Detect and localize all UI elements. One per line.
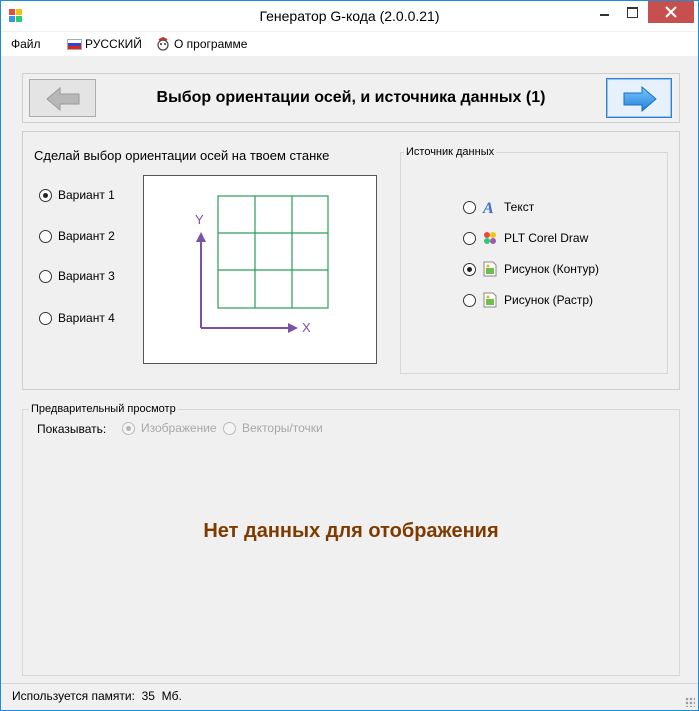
minimize-button[interactable] bbox=[591, 1, 617, 23]
russian-flag-icon bbox=[67, 39, 82, 50]
menu-language-label: РУССКИЙ bbox=[85, 37, 142, 51]
close-button[interactable] bbox=[648, 1, 694, 23]
radio-button[interactable] bbox=[39, 270, 52, 283]
source-option-text[interactable] bbox=[463, 199, 534, 215]
wizard-header bbox=[22, 73, 680, 123]
show-option-label: Изображение bbox=[141, 421, 217, 435]
corel-icon bbox=[482, 230, 498, 246]
show-label: Показывать: bbox=[37, 422, 107, 436]
orientation-option-label: Вариант 4 bbox=[58, 311, 115, 325]
radio-button[interactable] bbox=[223, 422, 236, 435]
image-icon bbox=[482, 292, 498, 308]
axes bbox=[196, 232, 298, 333]
window-title: Генератор G-кода (2.0.0.21) bbox=[259, 8, 440, 24]
menu-file-label: Файл bbox=[11, 37, 41, 51]
memory-status bbox=[12, 689, 182, 703]
show-option-vectors[interactable] bbox=[223, 421, 323, 435]
orientation-option-label: Вариант 3 bbox=[58, 269, 115, 283]
orientation-heading: Сделай выбор ориентации осей на твоем станке bbox=[34, 148, 330, 163]
orientation-option-label: Вариант 2 bbox=[58, 229, 115, 243]
data-source-group bbox=[400, 146, 668, 374]
source-option-label: PLT Corel Draw bbox=[504, 231, 589, 245]
source-option-contour[interactable] bbox=[463, 261, 599, 277]
menu-file[interactable] bbox=[11, 37, 41, 51]
data-source-legend: Источник данных bbox=[406, 146, 495, 158]
next-button[interactable] bbox=[606, 78, 672, 118]
source-option-plt[interactable] bbox=[463, 230, 588, 246]
source-option-label: Текст bbox=[504, 200, 535, 214]
radio-button[interactable] bbox=[463, 201, 476, 214]
radio-button[interactable] bbox=[463, 294, 476, 307]
radio-button[interactable] bbox=[39, 189, 52, 202]
memory-label: Используется памяти: bbox=[12, 689, 135, 703]
axis-x-label: X bbox=[302, 320, 311, 335]
source-option-label: Рисунок (Растр) bbox=[504, 293, 594, 307]
maximize-button[interactable] bbox=[619, 1, 645, 23]
orientation-option-3[interactable] bbox=[39, 269, 115, 283]
preview-group bbox=[22, 403, 680, 676]
menu-bar bbox=[1, 32, 698, 56]
arrow-right-icon bbox=[623, 86, 657, 112]
orientation-option-4[interactable] bbox=[39, 311, 115, 325]
menu-about-label: О программе bbox=[174, 37, 248, 51]
radio-button[interactable] bbox=[39, 312, 52, 325]
arrow-left-icon bbox=[46, 87, 80, 111]
preview-legend: Предварительный просмотр bbox=[31, 403, 176, 415]
show-option-label: Векторы/точки bbox=[242, 421, 323, 435]
show-option-image[interactable] bbox=[122, 421, 217, 435]
grid bbox=[218, 196, 328, 308]
orientation-panel bbox=[22, 131, 680, 390]
orientation-option-1[interactable] bbox=[39, 188, 115, 202]
back-button[interactable] bbox=[29, 79, 96, 117]
text-icon bbox=[482, 199, 498, 215]
close-icon bbox=[665, 6, 677, 18]
svg-text:A: A bbox=[483, 200, 494, 215]
status-bar bbox=[1, 683, 698, 710]
axis-diagram bbox=[144, 176, 376, 363]
memory-unit: Мб. bbox=[161, 689, 182, 703]
wizard-title: Выбор ориентации осей, и источника данных (1) bbox=[156, 89, 546, 106]
no-data-message: Нет данных для отображения bbox=[203, 520, 499, 542]
menu-about[interactable] bbox=[156, 37, 247, 51]
image-icon bbox=[482, 261, 498, 277]
radio-button[interactable] bbox=[39, 230, 52, 243]
radio-button[interactable] bbox=[122, 422, 135, 435]
source-option-label: Рисунок (Контур) bbox=[504, 262, 600, 276]
radio-button[interactable] bbox=[463, 232, 476, 245]
axis-y-label: Y bbox=[195, 212, 204, 227]
memory-value: 35 bbox=[141, 689, 155, 703]
source-option-raster[interactable] bbox=[463, 292, 593, 308]
menu-language[interactable] bbox=[67, 37, 142, 51]
orientation-option-2[interactable] bbox=[39, 229, 115, 243]
title-bar[interactable] bbox=[1, 1, 698, 31]
radio-button[interactable] bbox=[463, 263, 476, 276]
axis-preview bbox=[143, 175, 377, 364]
resize-grip[interactable] bbox=[685, 697, 695, 707]
orientation-option-label: Вариант 1 bbox=[58, 188, 115, 202]
about-icon bbox=[156, 37, 171, 51]
